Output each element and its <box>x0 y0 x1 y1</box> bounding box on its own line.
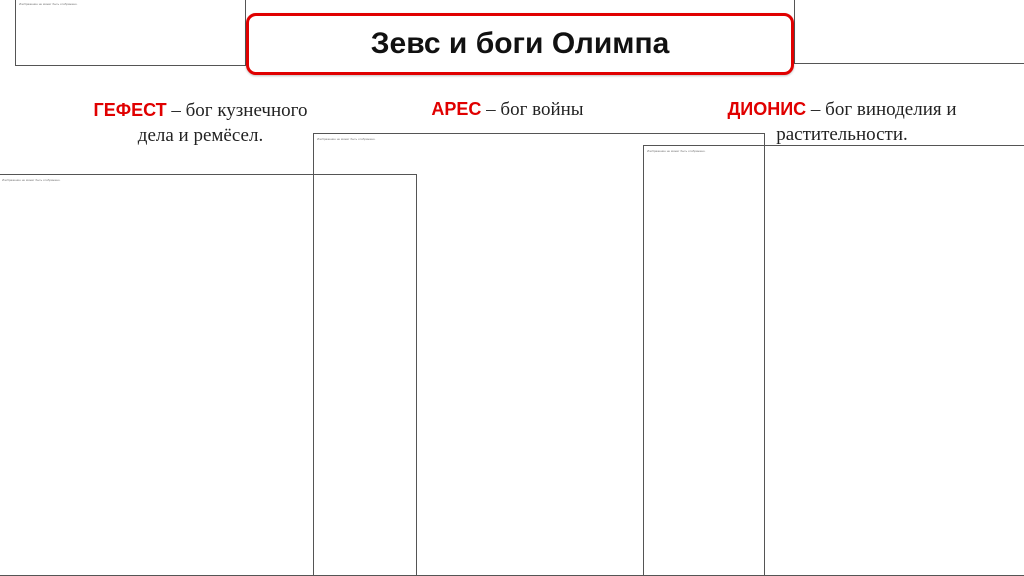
god-name: АРЕС <box>431 99 482 119</box>
slide-title-box <box>246 13 794 75</box>
caption-line-1 <box>385 97 630 122</box>
caption-line-1 <box>48 98 353 123</box>
god-name: ГЕФЕСТ <box>93 100 167 120</box>
image-placeholder-top-right <box>794 0 1024 64</box>
image-placeholder-dionysus <box>643 145 1024 576</box>
image-placeholder-top-left <box>15 0 246 66</box>
caption-line-2: дела и ремёсел. <box>137 125 264 146</box>
god-description: – бог войны <box>481 99 584 120</box>
caption-dionysus <box>682 97 1002 147</box>
image-placeholder-caption: Изображение не может быть отображено. <box>19 2 78 6</box>
image-placeholder-caption: Изображение не может быть отображено. <box>2 178 61 182</box>
god-description: – бог кузнечного <box>166 100 308 121</box>
image-placeholder-caption: Изображение не может быть отображено. <box>647 149 706 153</box>
god-description: – бог виноделия и <box>806 99 957 120</box>
image-placeholder-caption: Изображение не может быть отображено. <box>317 137 376 141</box>
caption-line-2: растительности. <box>776 124 908 145</box>
caption-hephaestus <box>48 98 353 148</box>
caption-ares <box>385 97 630 122</box>
god-name: ДИОНИС <box>727 99 807 119</box>
slide-title: Зевс и боги Олимпа <box>370 27 670 60</box>
caption-line-1 <box>682 97 1002 122</box>
